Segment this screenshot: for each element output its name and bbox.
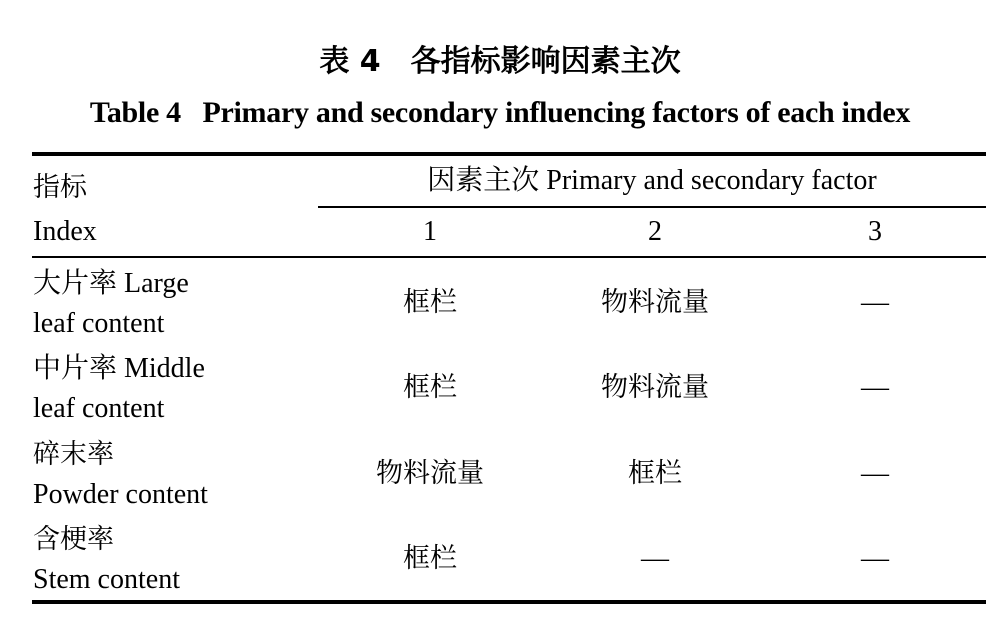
table-cell: — [861,543,889,574]
index-header-en: Index [33,216,97,247]
table-cell: — [861,372,889,403]
row-label-line1: 中片率 Middle [33,353,205,384]
rank-header-3: 3 [868,216,882,247]
row-label-line2: Powder content [33,479,208,510]
table-caption-en: Table 4 Primary and secondary influencing factors of each index [89,96,911,129]
table-cell: 物料流量 [601,287,709,318]
table-group-rule [318,206,986,208]
rank-header-1: 1 [423,216,437,247]
row-label-line2: Stem content [33,564,180,595]
index-header-cn: 指标 [33,172,87,203]
table-caption-cn: 表 4 各指标影响因素主次 [319,44,681,79]
table-cell: 物料流量 [601,372,709,403]
table-bottom-rule [32,600,986,604]
table-row-label [33,520,180,600]
table-cell: 框栏 [403,543,457,574]
table-row-label [33,264,189,344]
table-cell: 物料流量 [376,458,484,489]
table-cell: 框栏 [403,372,457,403]
table-row-label [33,349,205,429]
row-label-line1: 含梗率 [33,524,114,555]
table-cell: 框栏 [403,287,457,318]
table-row-label [33,435,208,515]
table-top-rule [32,152,986,156]
row-label-line1: 碎末率 [33,439,114,470]
row-label-line1: 大片率 Large [33,268,189,299]
row-label-line2: leaf content [33,393,165,424]
table-cell: — [641,543,669,574]
rank-header-2: 2 [648,216,662,247]
factor-group-header: 因素主次 Primary and secondary factor [427,165,877,196]
table-cell: — [861,458,889,489]
table-header-rule [32,256,986,258]
table-cell: 框栏 [628,458,682,489]
table-cell: — [861,287,889,318]
index-column-header [33,166,97,254]
row-label-line2: leaf content [33,308,165,339]
